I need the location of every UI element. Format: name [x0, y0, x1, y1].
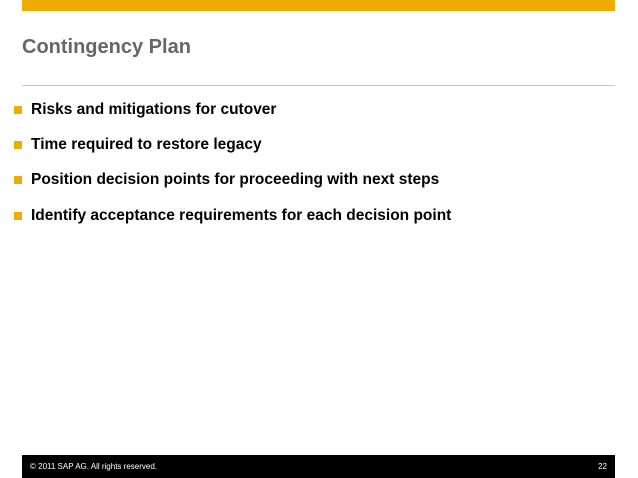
footer-bar — [22, 455, 615, 478]
bullet-item — [14, 127, 451, 162]
bullet-list — [14, 92, 451, 233]
bullet-text: Position decision points for proceeding with next steps — [31, 171, 440, 189]
title-divider — [22, 85, 615, 86]
square-bullet-icon — [14, 212, 22, 220]
square-bullet-icon — [14, 176, 22, 184]
square-bullet-icon — [14, 141, 22, 149]
bullet-item — [14, 198, 451, 233]
bullet-text: Identify acceptance requirements for each decision point — [31, 206, 452, 224]
slide-title: Contingency Plan — [22, 36, 191, 58]
page-number: 22 — [598, 462, 607, 471]
bullet-text: Time required to restore legacy — [31, 135, 262, 153]
square-bullet-icon — [14, 106, 22, 114]
bullet-item — [14, 92, 451, 127]
bullet-item — [14, 163, 451, 198]
bullet-text: Risks and mitigations for cutover — [31, 100, 277, 118]
copyright-text: © 2011 SAP AG. All rights reserved. — [30, 462, 157, 471]
top-accent-bar — [22, 0, 615, 11]
